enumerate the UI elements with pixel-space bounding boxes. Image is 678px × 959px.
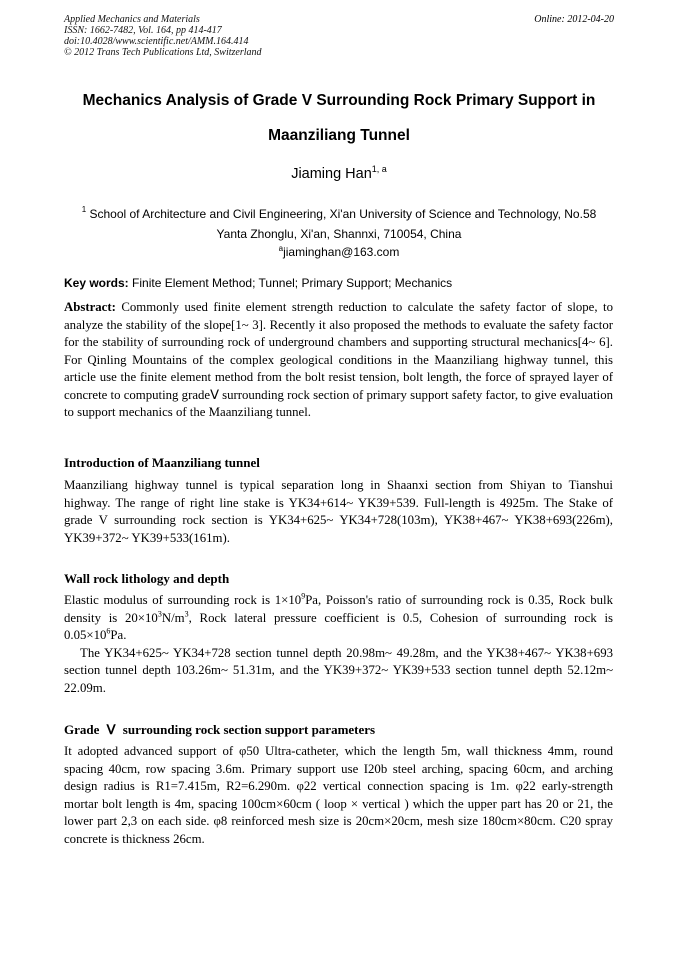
author [0, 166, 678, 182]
wall-p1 [64, 593, 613, 642]
affiliation-sup: 1 [81, 205, 87, 214]
paper-title-line-1: Mechanics Analysis of Grade V Surrounding Rock Primary Support in [82, 92, 596, 109]
wall-p1-d: , Rock lateral pressure coefficient is 0.5, Cohesion of surrounding rock is 0.05×10 [64, 610, 614, 642]
wall-p1-sup3: 3 [184, 609, 189, 619]
email [0, 244, 678, 259]
email-address[interactable]: jiaminghan@163.com [283, 245, 400, 259]
abstract-label: Abstract: [64, 300, 116, 314]
wall-p1-e: Pa. [110, 628, 127, 642]
online-date: Online: 2012-04-20 [534, 14, 614, 25]
wall-p1-b: Pa, Poisson's ratio of surrounding rock is 0.35, Rock bulk density is 20×10 [64, 593, 614, 625]
journal-name: Applied Mechanics and Materials [64, 14, 200, 25]
wall-p1-sup1: 9 [301, 591, 306, 601]
issn-line: ISSN: 1662-7482, Vol. 164, pp 414-417 [64, 25, 222, 36]
affiliation-line-2: Yanta Zhonglu, Xi'an, Shannxi, 710054, China [216, 227, 462, 241]
affiliation [40, 201, 638, 244]
section-wall-text [64, 592, 613, 697]
section-heading-intro: Introduction of Maanziliang tunnel [64, 455, 260, 470]
wall-p2: The YK34+625~ YK34+728 section tunnel depth 20.98m~ 49.28m, and the YK38+467~ YK38+693 section tunnel depth 103.26m~ 51.31m, and the YK39+372~ YK39+533 section tunnel depth 52.12m~ 22.09m. [64, 645, 613, 695]
wall-p1-sup2: 3 [157, 609, 162, 619]
abstract [64, 299, 613, 422]
email-sup: a [278, 244, 284, 253]
support-heading-a: Grade [64, 722, 100, 737]
paper-title-line-2: Maanziliang Tunnel [268, 127, 410, 144]
keywords [64, 276, 452, 290]
section-intro-text: Maanziliang highway tunnel is typical separation long in Shaanxi section from Shiyan to Tianshui highway. The range of right line stake is YK34+614~ YK39+539. Full-length is 4925m. The Stake of grade V surrounding rock section is YK34+625~ YK34+728(103m), YK38+467~ YK38+693(226m), YK39+372~ YK39+533(161m). [64, 478, 613, 545]
journal-info [64, 14, 262, 58]
wall-p1-sup4: 6 [106, 626, 111, 636]
section-support-text: It adopted advanced support of φ50 Ultra-catheter, which the length 5m, wall thickness 4mm, round spacing 40cm, row spacing 3.6m. Primary support use I20b steel arching, spacing 60cm, and arching design radius is R1=7.415m, R2=6.290m. φ22 vertical connection spacing is 1m. φ22 early-strength mortar bolt length is 4m, spacing 100cm×60cm ( loop × vertical ) which the upper part has 20 or 21, the lower part 2,3 on each side. φ8 reinforced mesh size is 20cm×20cm, mesh size 180cm×80cm. C20 spray concrete is thickness 26cm. [64, 744, 613, 846]
section-heading-wall: Wall rock lithology and depth [64, 571, 230, 586]
affiliation-line-1: School of Architecture and Civil Engineering, Xi'an University of Science and Technology, No.58 [89, 207, 597, 221]
keywords-text: Finite Element Method; Tunnel; Primary Support; Mechanics [128, 276, 453, 290]
support-heading-b: surrounding rock section support parameters [119, 722, 376, 737]
support-heading-roman: Ⅴ [106, 722, 116, 737]
wall-p1-c: N/m [161, 610, 185, 625]
copyright-line: © 2012 Trans Tech Publications Ltd, Switzerland [64, 47, 262, 58]
abstract-text: Commonly used finite element strength reduction to calculate the safety factor of slope, to analyze the stability of the slope[1~ 3]. Recently it also proposed the methods to evaluate the safety factor for the stability of surrounding rock of underground chambers and supporting structural mechanics[4~ 6]. For Qinling Mountains of the complex geological conditions in the Maanziliang highway tunnel, this article use the finite element method from the bolt resist tension, bolt length, the force of sprayed layer of concrete to computing gradeⅤ surrounding rock section of primary support safety factor, to give evaluation to support mechanics of the Maanziliang tunnel. [64, 300, 613, 419]
keywords-label: Key words: [64, 276, 129, 290]
section-heading-support [64, 722, 375, 738]
wall-p1-a: Elastic modulus of surrounding rock is 1×10 [64, 593, 302, 607]
author-sup: 1, a [371, 164, 387, 174]
author-name: Jiaming Han [291, 166, 372, 182]
doi-line[interactable]: doi:10.4028/www.scientific.net/AMM.164.414 [64, 36, 249, 47]
